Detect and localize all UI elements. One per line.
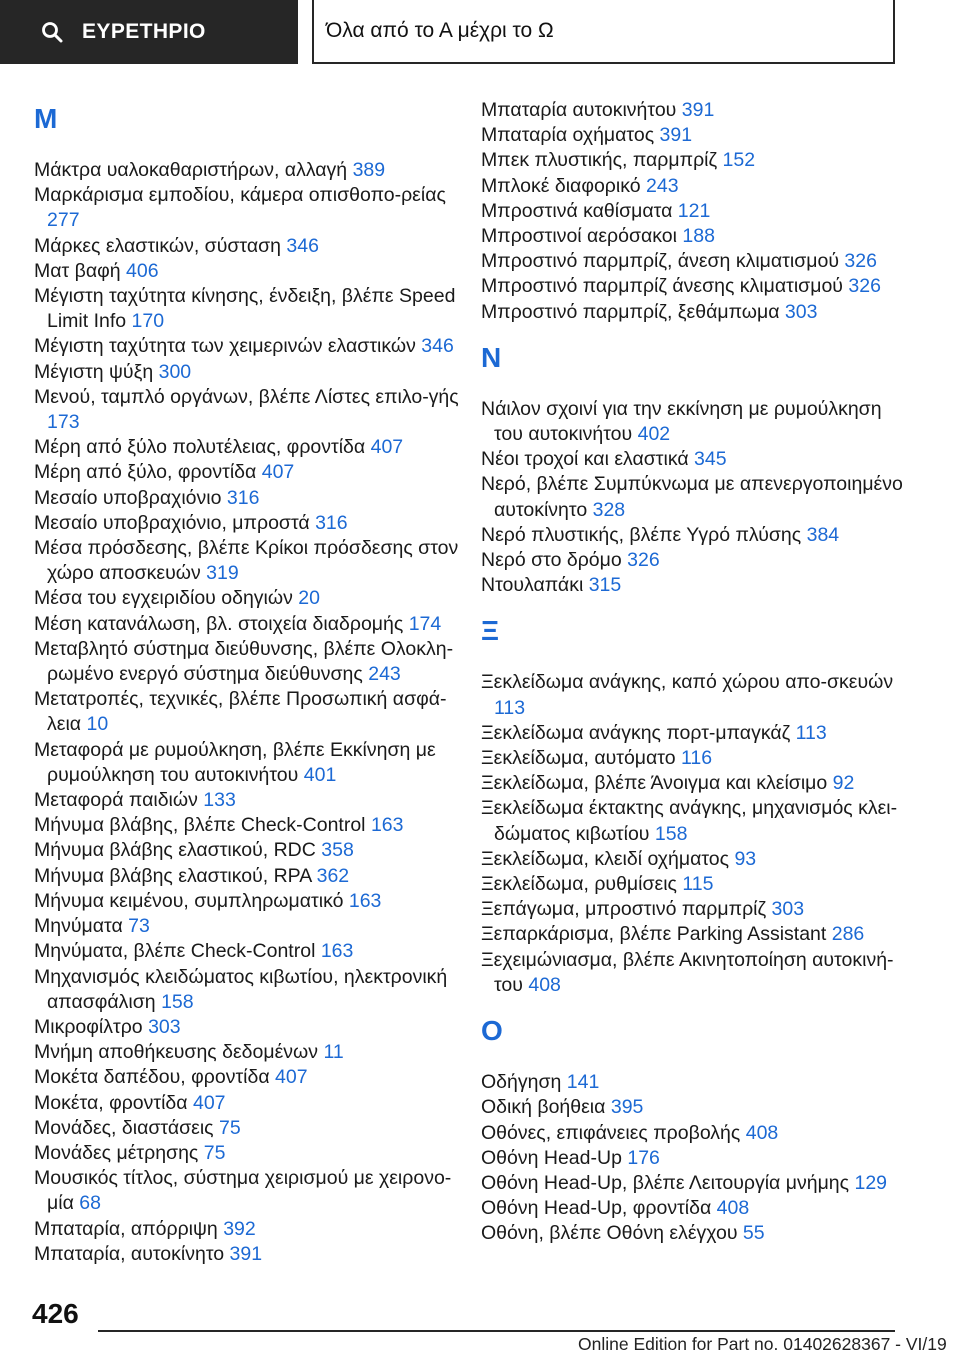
index-entry: [481, 98, 906, 123]
index-column-right: [481, 98, 906, 1247]
entry-text: Μέσα πρόσδεσης, βλέπε Κρίκοι πρόσδεσης στον χώρο αποσκευών: [34, 537, 459, 585]
index-entry: [481, 472, 906, 522]
page-link[interactable]: 303: [784, 300, 818, 323]
page-link[interactable]: 174: [408, 612, 442, 635]
entry-text: Ντουλαπάκι: [481, 574, 584, 597]
entry-text: Ξεπάγωμα, μπροστινό παρμπρίζ: [481, 898, 767, 921]
page-link[interactable]: 408: [745, 1121, 779, 1144]
entry-text: Ξεκλείδωμα, αυτόματο: [481, 747, 676, 770]
page-link[interactable]: 401: [303, 763, 337, 786]
index-entry: [34, 914, 459, 939]
entry-text: Μπροστινά καθίσματα: [481, 199, 673, 222]
entry-text: Μουσικός τίτλος, σύστημα χειρισμού με χειρονο-μία: [34, 1167, 452, 1215]
page-link[interactable]: 286: [831, 923, 865, 946]
index-entry: [481, 1121, 906, 1146]
index-entry: [34, 234, 459, 259]
page-link[interactable]: 116: [681, 747, 713, 770]
page-link[interactable]: 391: [229, 1242, 263, 1265]
page-link[interactable]: 407: [275, 1066, 308, 1089]
index-entry: [34, 965, 459, 1015]
index-entry: [34, 385, 459, 435]
index-entry: [481, 1070, 906, 1095]
page-link[interactable]: 158: [654, 822, 688, 845]
entry-text: Μεσαίο υποβραχιόνιο, μπροστά: [34, 511, 310, 534]
index-entry: [34, 889, 459, 914]
entry-text: Μικροφίλτρο: [34, 1015, 143, 1038]
page-link[interactable]: 92: [832, 772, 855, 795]
entry-text: Μενού, ταμπλό οργάνων, βλέπε Λίστες επιλο-γής: [34, 385, 459, 408]
index-entry: [481, 1095, 906, 1120]
section-letter: O: [481, 1015, 503, 1047]
entry-text: Μηχανισμός κλειδώματος κιβωτίου, ηλεκτρονική απασφάλιση: [34, 965, 448, 1013]
index-entry: [34, 1217, 459, 1242]
entry-text: Μεσαίο υποβραχιόνιο: [34, 486, 222, 509]
page-link[interactable]: 243: [646, 174, 679, 197]
entry-text: Οθόνες, επιφάνειες προβολής: [481, 1121, 741, 1144]
page-link[interactable]: 346: [286, 234, 319, 257]
index-entry: [481, 148, 906, 173]
page-link[interactable]: 326: [848, 275, 881, 298]
page-link[interactable]: 384: [806, 523, 840, 546]
entry-text: Μπροστινό παρμπρίζ, άνεση κλιματισμού: [481, 250, 839, 273]
index-entry: [34, 284, 459, 334]
entry-text: Ξεκλείδωμα ανάγκης πορτ-μπαγκάζ: [481, 721, 791, 744]
index-entry: [34, 435, 459, 460]
index-entry: [34, 360, 459, 385]
index-entry: [34, 1091, 459, 1116]
page-link[interactable]: 20: [298, 587, 320, 610]
entry-text: Μπαταρία αυτοκινήτου: [481, 99, 677, 121]
index-entry: [34, 637, 459, 687]
entry-text: Ξεκλείδωμα ανάγκης, καπό χώρου απο-σκευών: [481, 671, 894, 694]
index-entry: [34, 158, 459, 183]
page-link[interactable]: 152: [722, 149, 756, 172]
page-link[interactable]: 316: [315, 511, 348, 534]
entry-text: Ξεκλείδωμα, ρυθμίσεις: [481, 873, 677, 896]
index-entry: [481, 847, 906, 872]
index-entry: [34, 738, 459, 788]
index-entry: [481, 948, 906, 998]
entry-text: Μονάδες, διαστάσεις: [34, 1116, 214, 1139]
page-link[interactable]: 408: [528, 973, 561, 996]
index-entry: [481, 199, 906, 224]
tab-index-label: ΕΥΡΕΤΗΡΙΟ: [82, 20, 206, 43]
index-entry: [481, 224, 906, 249]
index-entry: [34, 1015, 459, 1040]
entry-text: Μπαταρία, απόρριψη: [34, 1217, 218, 1240]
entry-text: Μέσα του εγχειριδίου οδηγιών: [34, 587, 293, 610]
entry-text: Ξεκλείδωμα, βλέπε Άνοιγμα και κλείσιμο: [481, 772, 828, 795]
entry-text: Οθόνη Head-Up, φροντίδα: [481, 1197, 712, 1220]
entry-text: Μνήμη αποθήκευσης δεδομένων: [34, 1041, 319, 1064]
entry-text: Μπαταρία, αυτοκίνητο: [34, 1242, 225, 1265]
page-link[interactable]: 408: [716, 1197, 750, 1220]
page-link[interactable]: 129: [854, 1171, 888, 1194]
entry-text: Νάιλον σχοινί για την εκκίνηση με ρυμούλκηση του αυτοκινήτου: [481, 397, 882, 446]
entry-text: Μονάδες μέτρησης: [34, 1141, 199, 1164]
entry-text: Μπροστινό παρμπρίζ άνεσης κλιματισμού: [481, 275, 843, 298]
section-letter: Ξ: [481, 615, 500, 647]
index-entry: [34, 1116, 459, 1141]
index-entry: [34, 334, 459, 359]
index-entry: [481, 174, 906, 199]
page-link[interactable]: 389: [352, 159, 386, 181]
page-link[interactable]: 345: [694, 448, 727, 471]
index-entry: [34, 939, 459, 964]
entry-text: Μετατροπές, τεχνικές, βλέπε Προσωπική ασφά-λεια: [34, 688, 447, 736]
entry-text: Μεταφορά παιδιών: [34, 789, 198, 812]
page-link[interactable]: 163: [320, 940, 354, 963]
page-link[interactable]: 163: [348, 889, 382, 912]
entry-text: Μέγιστη ψύξη: [34, 360, 154, 383]
page-link[interactable]: 55: [742, 1222, 765, 1245]
page-link[interactable]: 158: [161, 990, 194, 1013]
page-link[interactable]: 315: [588, 574, 622, 597]
entry-text: Οθόνη Head-Up: [481, 1146, 622, 1169]
page-link[interactable]: 173: [47, 411, 80, 434]
entry-text: Μάρκες ελαστικών, σύσταση: [34, 234, 281, 257]
page-link[interactable]: 303: [771, 898, 805, 921]
page-link[interactable]: 402: [637, 423, 671, 446]
entry-text: Νερό πλυστικής, βλέπε Υγρό πλύσης: [481, 523, 802, 546]
page-link[interactable]: 141: [566, 1071, 600, 1094]
entry-text: Μήνυμα βλάβης ελαστικού, RPA: [34, 864, 312, 887]
index-entry: [481, 274, 906, 299]
page-link[interactable]: 303: [148, 1015, 181, 1038]
entry-text: Μπαταρία οχήματος: [481, 124, 655, 147]
page-link[interactable]: 277: [47, 209, 80, 232]
entry-text: Μήνυμα βλάβης, βλέπε Check-Control: [34, 814, 366, 837]
page-link[interactable]: 115: [682, 873, 714, 896]
index-entry: [481, 1171, 906, 1196]
page-link[interactable]: 176: [627, 1146, 660, 1169]
page-link[interactable]: 73: [128, 915, 150, 938]
index-entry: [34, 1040, 459, 1065]
index-entry: [481, 447, 906, 472]
page-link[interactable]: 300: [158, 360, 192, 383]
page-link[interactable]: 358: [321, 839, 354, 862]
entry-text: Ξεπαρκάρισμα, βλέπε Parking Assistant: [481, 923, 827, 946]
index-entry: [34, 1242, 459, 1267]
index-entry: [34, 486, 459, 511]
index-entry: [34, 788, 459, 813]
page-link[interactable]: 93: [734, 847, 757, 870]
index-entry: [481, 523, 906, 548]
entry-text: Μεταβλητό σύστημα διεύθυνσης, βλέπε Ολοκλη-ρωμένο ενεργό σύστημα διεύθυνσης: [34, 637, 454, 686]
index-entry: [481, 1146, 906, 1171]
index-entry: [34, 687, 459, 737]
entry-text: Ματ βαφή: [34, 259, 121, 282]
page-link[interactable]: 392: [223, 1217, 256, 1240]
entry-text: Μοκέτα δαπέδου, φροντίδα: [34, 1066, 270, 1089]
index-entry: [481, 796, 906, 846]
footer-divider: [98, 1330, 895, 1332]
index-entry: [34, 1166, 459, 1216]
page-link[interactable]: 10: [86, 713, 109, 736]
entry-text: Μπλοκέ διαφορικό: [481, 174, 641, 197]
index-entry: [34, 259, 459, 284]
index-entry: [34, 511, 459, 536]
page-link[interactable]: 326: [844, 250, 877, 273]
entry-text: Μέρη από ξύλο, φροντίδα: [34, 461, 257, 484]
entry-text: Οθόνη, βλέπε Οθόνη ελέγχου: [481, 1222, 738, 1245]
header-tabs: [0, 0, 960, 64]
entry-text: Ξεχειμώνιασμα, βλέπε Ακινητοποίηση αυτοκινή-του: [481, 948, 894, 996]
index-entry: [34, 586, 459, 611]
entry-text: Μέρη από ξύλο πολυτέλειας, φροντίδα: [34, 436, 366, 459]
entry-text: Μέγιστη ταχύτητα των χειμερινών ελαστικών: [34, 335, 416, 358]
entry-text: Νερό, βλέπε Συμπύκνωμα με απενεργοποιημένο αυτοκίνητο: [481, 473, 903, 521]
index-entry: [481, 573, 906, 598]
index-entry: [481, 1196, 906, 1221]
search-icon: [40, 20, 64, 44]
index-column-left: [34, 98, 459, 1267]
index-entry: [481, 872, 906, 897]
entry-text: Μέγιστη ταχύτητα κίνησης, ένδειξη, βλέπε Speed Limit Info: [34, 285, 456, 333]
page-link[interactable]: 75: [203, 1141, 226, 1164]
index-entry: [481, 397, 906, 447]
index-entry: [481, 721, 906, 746]
entry-text: Μήνυμα βλάβης ελαστικού, RDC: [34, 839, 316, 862]
index-entry: [481, 548, 906, 573]
entry-text: Μπροστινό παρμπρίζ, ξεθάμπωμα: [481, 300, 780, 323]
entry-text: Οδική βοήθεια: [481, 1096, 606, 1119]
index-entry: [34, 838, 459, 863]
index-entry: [34, 612, 459, 637]
page-link[interactable]: 407: [370, 436, 404, 459]
page-link[interactable]: 11: [323, 1041, 344, 1064]
entry-text: Νέοι τροχοί και ελαστικά: [481, 448, 689, 471]
entry-text: Μπεκ πλυστικής, παρμπρίζ: [481, 149, 718, 172]
page-link[interactable]: 406: [126, 259, 159, 282]
page-link[interactable]: 113: [795, 721, 827, 744]
index-entry: [481, 771, 906, 796]
page-link[interactable]: 163: [370, 814, 404, 837]
page-number: 426: [32, 1298, 79, 1329]
tab-a-to-z[interactable]: Όλα από το Α μέχρι το Ω: [312, 0, 895, 64]
index-entry: [481, 670, 906, 720]
entry-text: Μάκτρα υαλοκαθαριστήρων, αλλαγή: [34, 159, 348, 181]
page-link[interactable]: 407: [192, 1091, 226, 1114]
entry-text: Μήνυμα κειμένου, συμπληρωματικό: [34, 889, 344, 912]
entry-text: Οδήγηση: [481, 1071, 562, 1094]
page-link[interactable]: 395: [610, 1096, 644, 1119]
page-link[interactable]: 188: [682, 225, 715, 248]
index-entry: [34, 1141, 459, 1166]
page-link[interactable]: 170: [131, 310, 165, 333]
page-link[interactable]: 326: [627, 549, 660, 572]
index-entry: [481, 746, 906, 771]
entry-text: Μοκέτα, φροντίδα: [34, 1091, 188, 1114]
footer-edition: Online Edition for Part no. 01402628367 - VI/19: [578, 1334, 947, 1354]
entry-text: Μηνύματα, βλέπε Check-Control: [34, 940, 316, 963]
page-link[interactable]: 319: [206, 562, 239, 585]
index-entry: [34, 460, 459, 485]
index-entry: [481, 1221, 906, 1246]
entry-text: Ξεκλείδωμα έκτακτης ανάγκης, μηχανισμός κλει-δώματος κιβωτίου: [481, 797, 898, 845]
index-entry: [481, 300, 906, 325]
page-link[interactable]: 113: [494, 696, 526, 719]
entry-text: Μπροστινοί αερόσακοι: [481, 225, 677, 248]
entry-text: Νερό στο δρόμο: [481, 549, 622, 572]
page-link[interactable]: 346: [421, 335, 454, 358]
index-entry: [34, 536, 459, 586]
index-entry: [34, 813, 459, 838]
entry-text: Μέση κατανάλωση, βλ. στοιχεία διαδρομής: [34, 612, 404, 635]
page-link[interactable]: 391: [659, 124, 693, 147]
page-link[interactable]: 316: [226, 486, 260, 509]
page-link[interactable]: 68: [79, 1192, 101, 1215]
index-entry: [481, 249, 906, 274]
page-link[interactable]: 362: [316, 864, 350, 887]
page-link[interactable]: 75: [218, 1116, 241, 1139]
entry-text: Ξεκλείδωμα, κλειδί οχήματος: [481, 847, 730, 870]
page-link[interactable]: 243: [368, 663, 401, 686]
page-link[interactable]: 391: [681, 99, 715, 121]
section-letter: N: [481, 341, 502, 373]
entry-text: Μηνύματα: [34, 915, 123, 938]
entry-text: Οθόνη Head-Up, βλέπε Λειτουργία μνήμης: [481, 1171, 850, 1194]
page-link[interactable]: 328: [592, 498, 626, 521]
index-entry: [481, 123, 906, 148]
page-link[interactable]: 133: [203, 789, 236, 812]
section-letter: M: [34, 103, 58, 134]
index-entry: [481, 922, 906, 947]
entry-text: Μαρκάρισμα εμποδίου, κάμερα οπισθοπο-ρείας: [34, 184, 446, 207]
entry-text: Μεταφορά με ρυμούλκηση, βλέπε Εκκίνηση με ρυμούλκηση του αυτοκινήτου: [34, 738, 436, 786]
index-entry: [481, 897, 906, 922]
page-link[interactable]: 121: [677, 199, 711, 222]
index-entry: [34, 864, 459, 889]
index-entry: [34, 1065, 459, 1090]
tab-index-search[interactable]: [0, 0, 298, 64]
page-link[interactable]: 407: [261, 461, 295, 484]
index-entry: [34, 183, 459, 233]
